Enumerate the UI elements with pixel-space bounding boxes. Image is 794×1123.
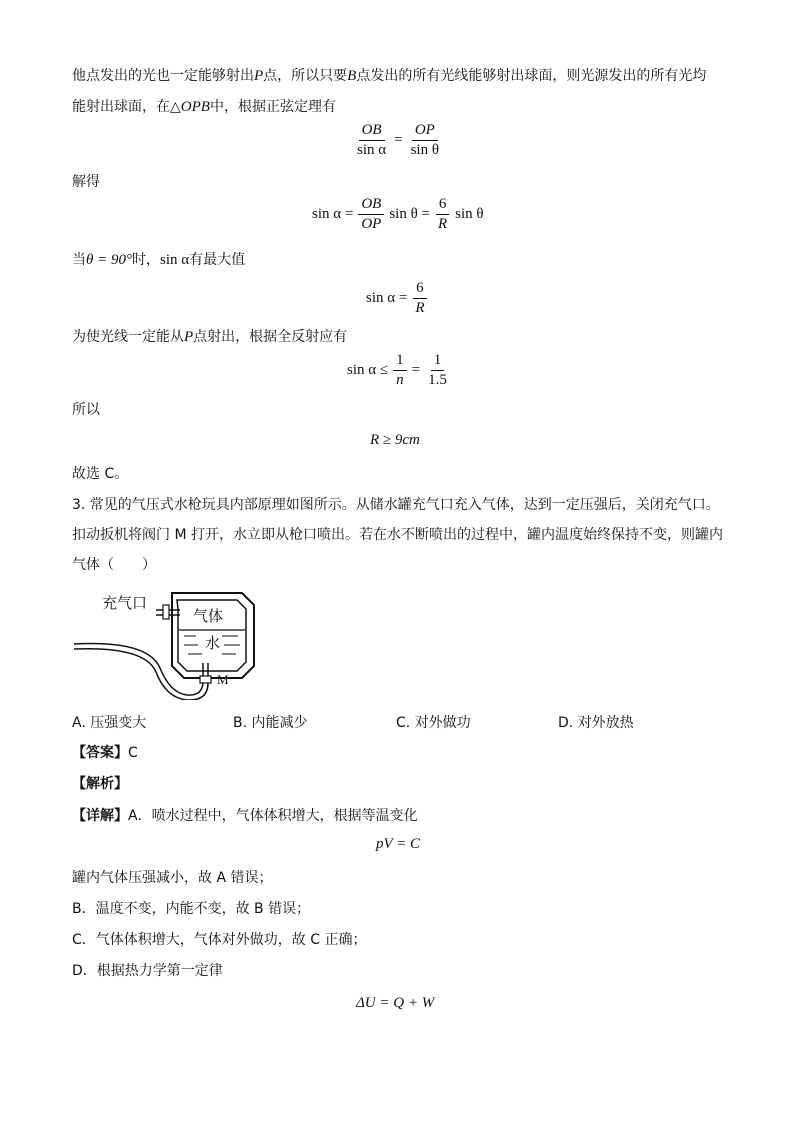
- option-a[interactable]: [72, 712, 146, 732]
- option-c[interactable]: [396, 712, 471, 732]
- detail-tag: 【详解】: [72, 808, 128, 824]
- fraction-numerator: OB: [359, 122, 385, 141]
- so-label: 所以: [72, 402, 100, 418]
- option-d[interactable]: [558, 712, 634, 732]
- fraction-numerator: 1: [393, 352, 407, 371]
- analysis-tag: 【解析】: [72, 776, 128, 792]
- option-letter: B.: [233, 715, 248, 731]
- math-var: P: [184, 329, 194, 345]
- option-letter: C.: [396, 715, 411, 731]
- d-line: D．根据热力学第一定律: [72, 963, 223, 979]
- option-text: 内能减少: [251, 715, 308, 731]
- gas-label: 气体: [193, 607, 224, 625]
- option-letter: D.: [558, 715, 574, 731]
- math-expr: θ = 90°: [86, 252, 132, 268]
- water-gun-figure: [72, 588, 272, 700]
- fraction-numerator: OB: [358, 196, 384, 215]
- equals-sign: =: [411, 362, 421, 378]
- equals-sign: =: [394, 132, 403, 148]
- answer-line: [72, 743, 138, 763]
- text-segment: 有最大值: [189, 252, 246, 268]
- equation-tail: sin θ: [455, 206, 484, 222]
- fraction-numerator: 6: [413, 280, 427, 299]
- equation-result: R ≥ 9cm: [370, 432, 420, 448]
- option-text: 对外做功: [414, 715, 471, 731]
- a-result-line: 罐内气体压强减小，故 A 错误；: [72, 870, 273, 886]
- text-segment: 当: [72, 252, 86, 268]
- valve-label: M: [217, 672, 229, 687]
- math-var: B: [347, 68, 357, 84]
- equation-sin-alpha: [312, 196, 484, 233]
- question-3-line-2: 扣动扳机将阀门 M 打开，水立即从枪口喷出。若在水不断喷出的过程中，罐内温度始终保持不变，则罐内: [72, 527, 723, 543]
- question-3-line-3: 气体（ ）: [72, 557, 156, 573]
- fraction-denominator: sin α: [357, 142, 387, 158]
- equation-sine-rule: [352, 122, 444, 159]
- text-segment: 点，所以只要: [263, 68, 348, 84]
- b-line: B．温度不变，内能不变，故 B 错误；: [72, 901, 311, 917]
- solve-label: 解得: [72, 174, 100, 190]
- c-line: C．气体体积增大，气体对外做功，故 C 正确；: [72, 932, 367, 948]
- equation-lhs: sin α =: [366, 290, 408, 306]
- equation-mid: sin θ =: [389, 206, 430, 222]
- fraction-numerator: 1: [431, 352, 445, 371]
- fraction-denominator: n: [396, 372, 404, 388]
- condition-line: [72, 327, 347, 347]
- text-segment: 中，根据正弦定理有: [209, 99, 336, 115]
- fraction-numerator: OP: [412, 122, 438, 141]
- max-condition-line: [72, 250, 245, 270]
- answer-tag: 【答案】: [72, 745, 128, 761]
- math-expr: sin α: [160, 252, 190, 268]
- choose-c-line: 故选 C。: [72, 466, 129, 482]
- fraction-denominator: R: [437, 216, 448, 232]
- text-segment: 他点发出的光也一定能够射出: [72, 68, 254, 84]
- equation-critical-angle: [347, 352, 452, 389]
- text-segment: 点发出的所有光线能够射出球面，则光源发出的所有光均: [356, 68, 707, 84]
- equation-lhs: sin α ≤: [347, 362, 389, 378]
- paragraph-line-1: [72, 66, 706, 86]
- text-segment: 点射出，根据全反射应有: [193, 329, 348, 345]
- option-letter: A.: [72, 715, 86, 731]
- question-3-line-1: 3. 常见的气压式水枪玩具内部原理如图所示。从储水罐充气口充入气体，达到一定压强后，关闭充气口。: [72, 497, 720, 513]
- fraction-denominator: sin θ: [410, 142, 440, 158]
- text-segment: 能射出球面，在△: [72, 99, 181, 115]
- equation-lhs: sin α =: [312, 206, 354, 222]
- paragraph-line-2: [72, 97, 336, 117]
- option-text: 对外放热: [577, 715, 634, 731]
- equation-max-sin: [366, 280, 430, 317]
- water-label: 水: [205, 634, 221, 652]
- text-segment: 时，: [132, 252, 160, 268]
- math-var: P: [254, 68, 264, 84]
- fraction-denominator: R: [415, 300, 425, 316]
- fraction-numerator: 6: [436, 196, 450, 215]
- answer-value: C: [128, 745, 138, 761]
- equation-first-law: ΔU = Q + W: [356, 995, 435, 1011]
- detail-text: A．喷水过程中，气体体积增大，根据等温变化: [128, 808, 418, 824]
- equation-isothermal: pV = C: [376, 836, 421, 852]
- fraction-denominator: OP: [361, 216, 382, 232]
- math-var: OPB: [180, 99, 210, 115]
- inlet-label: 充气口: [102, 594, 148, 612]
- text-segment: 为使光线一定能从: [72, 329, 184, 345]
- option-text: 压强变大: [90, 715, 147, 731]
- detail-line: [72, 806, 418, 826]
- option-b[interactable]: [233, 712, 308, 732]
- fraction-denominator: 1.5: [428, 372, 447, 388]
